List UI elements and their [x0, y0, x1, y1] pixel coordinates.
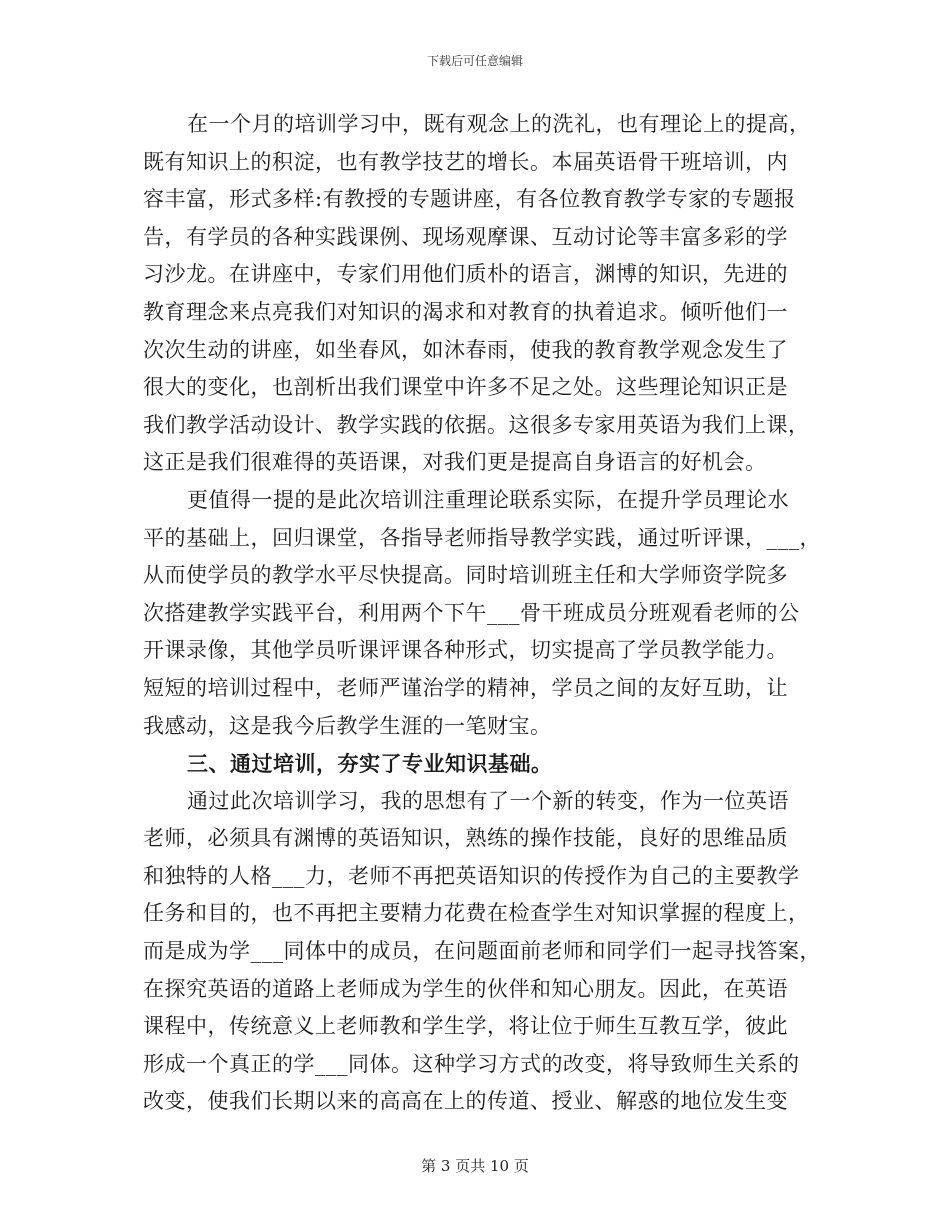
paragraph-line: 既有知识上的积淀，也有教学技艺的增长。本届英语骨干班培训，内 — [143, 149, 788, 174]
paragraph-line: 习沙龙。在讲座中，专家们用他们质朴的语言，渊博的知识，先进的 — [143, 262, 788, 287]
paragraph-line: 课程中，传统意义上老师教和学生学，将让位于师生互教互学，彼此 — [143, 1014, 788, 1039]
paragraph-line: 通过此次培训学习，我的思想有了一个新的转变，作为一位英语 — [187, 788, 789, 813]
page-header: 下载后可任意编辑 — [426, 54, 523, 68]
paragraph-line: 次次生动的讲座，如坐春风，如沐春雨，使我的教育教学观念发生了 — [143, 337, 788, 362]
document-body — [143, 106, 821, 1121]
paragraph-line: 形成一个真正的学___同体。这种学习方式的改变，将导致师生关系的 — [143, 1051, 800, 1076]
paragraph-line: 改变，使我们长期以来的高高在上的传道、授业、解惑的地位发生变 — [143, 1089, 788, 1114]
paragraph-line: 这正是我们很难得的英语课，对我们更是提高自身语言的好机会。 — [143, 450, 767, 475]
paragraph-line: 短短的培训过程中，老师严谨治学的精神，学员之间的友好互助，让 — [143, 675, 788, 700]
paragraph-line: 在一个月的培训学习中，既有观念上的洗礼，也有理论上的提高， — [187, 112, 811, 136]
paragraph-line: 和独特的人格___力，老师不再把英语知识的传授作为自己的主要教学 — [143, 863, 800, 888]
paragraph-line: 告，有学员的各种实践课例、现场观摩课、互动讨论等丰富多彩的学 — [143, 224, 788, 249]
paragraph-line: 我感动，这是我今后教学生涯的一笔财宝。 — [143, 713, 552, 738]
paragraph-line: 任务和目的，也不再把主要精力花费在检查学生对知识掌握的程度上， — [143, 901, 810, 926]
paragraph-line: 在探究英语的道路上老师成为学生的伙伴和知心朋友。因此，在英语 — [143, 976, 788, 1001]
paragraph-line: 从而使学员的教学水平尽快提高。同时培训班主任和大学师资学院多 — [143, 563, 788, 588]
paragraph-line: 次搭建教学实践平台，利用两个下午___骨干班成员分班观看老师的公 — [143, 600, 800, 625]
paragraph-line: 教育理念来点亮我们对知识的渴求和对教育的执着追求。倾听他们一 — [143, 299, 788, 324]
paragraph-line: 我们教学活动设计、教学实践的依据。这很多专家用英语为我们上课， — [143, 412, 810, 437]
paragraph-line: 而是成为学___同体中的成员，在问题面前老师和同学们一起寻找答案， — [143, 939, 821, 964]
page-number: 第 3 页共 10 页 — [421, 1157, 529, 1175]
paragraph-line: 容丰富，形式多样:有教授的专题讲座，有各位教育教学专家的专题报 — [143, 187, 796, 212]
paragraph-line: 很大的变化，也剖析出我们课堂中许多不足之处。这些理论知识正是 — [143, 375, 788, 400]
paragraph-line: 平的基础上，回归课堂，各指导老师指导教学实践，通过听评课，___， — [143, 525, 821, 550]
paragraph-line: 老师，必须具有渊博的英语知识，熟练的操作技能，良好的思维品质 — [143, 826, 788, 851]
section-heading: 三、通过培训，夯实了专业知识基础。 — [187, 751, 553, 777]
paragraph-line: 开课录像，其他学员听课评课各种形式，切实提高了学员教学能力。 — [143, 638, 788, 663]
paragraph-line: 更值得一提的是此次培训注重理论联系实际，在提升学员理论水 — [187, 487, 789, 512]
